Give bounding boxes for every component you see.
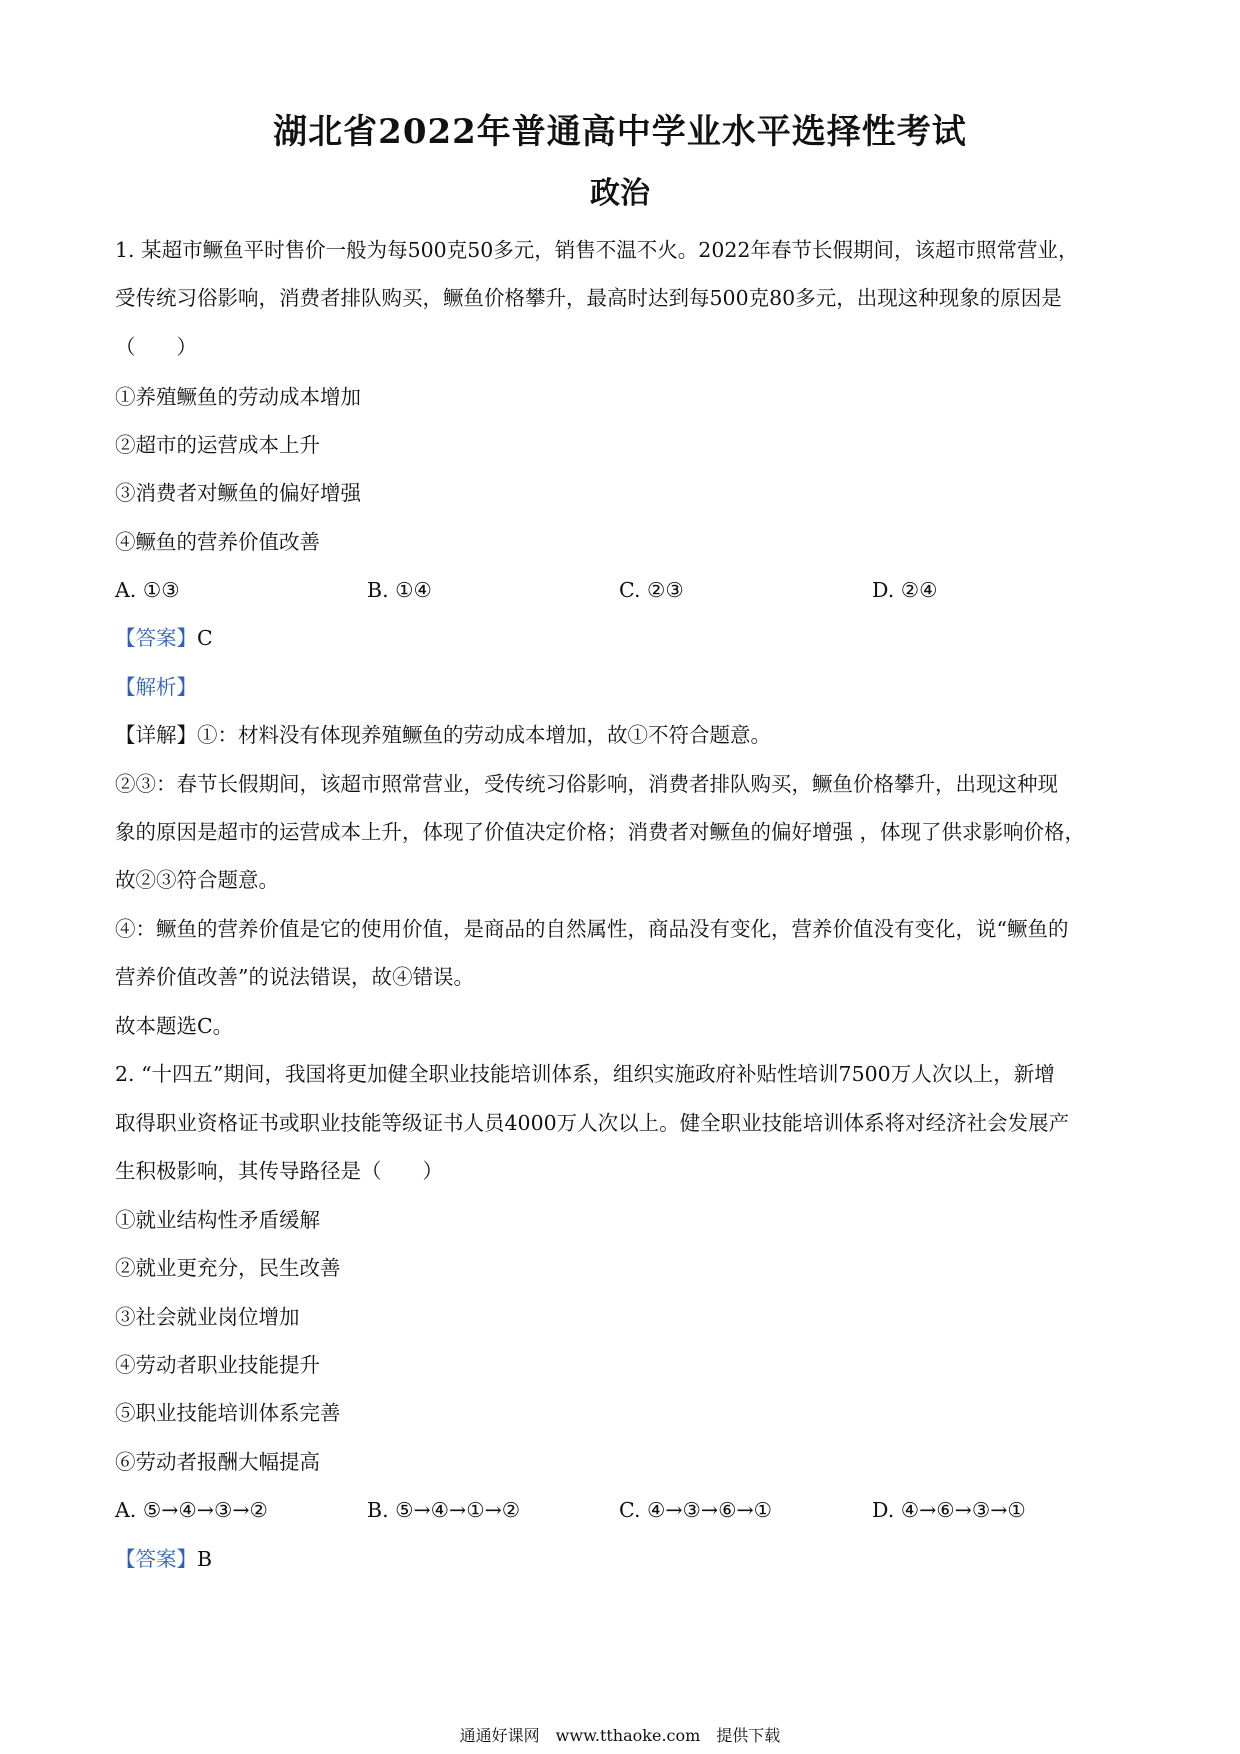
q2-option-d: D. ④→⑥→③→①	[872, 1498, 1026, 1522]
q1-answer-line	[115, 624, 213, 652]
q1-detail-line-3: 象的原因是超市的运营成本上升，体现了价值决定价格；消费者对鳜鱼的偏好增强 ，体现了供求影响价格，	[115, 820, 1086, 844]
q1-detail-line-1: 【详解】①：材料没有体现养殖鳜鱼的劳动成本增加，故①不符合题意。	[115, 723, 771, 747]
q1-detail-line-5: ④：鳜鱼的营养价值是它的使用价值，是商品的自然属性，商品没有变化，营养价值没有变化，说“鳜鱼的	[115, 917, 1069, 941]
q1-stem-line-2: 受传统习俗影响，消费者排队购买，鳜鱼价格攀升，最高时达到每500克80多元，出现这种现象的原因是	[115, 286, 1062, 310]
q2-item-3: ③社会就业岗位增加	[115, 1305, 300, 1329]
q1-item-3: ③消费者对鳜鱼的偏好增强	[115, 481, 361, 505]
q2-stem-line-2: 取得职业资格证书或职业技能等级证书人员4000万人次以上。健全职业技能培训体系将对经济社会发展产	[115, 1111, 1070, 1135]
q1-option-c: C. ②③	[619, 578, 684, 602]
q1-item-4: ④鳜鱼的营养价值改善	[115, 530, 320, 554]
q1-detail-line-4: 故②③符合题意。	[115, 868, 279, 892]
q1-option-b: B. ①④	[367, 578, 432, 602]
q2-item-1: ①就业结构性矛盾缓解	[115, 1208, 320, 1232]
q1-answer-tag: 【答案】	[115, 626, 197, 650]
q2-item-4: ④劳动者职业技能提升	[115, 1353, 320, 1377]
q2-option-b: B. ⑤→④→①→②	[367, 1498, 521, 1522]
q1-option-a: A. ①③	[115, 578, 180, 602]
q2-item-6: ⑥劳动者报酬大幅提高	[115, 1450, 320, 1474]
q1-answer-value: C	[197, 626, 213, 650]
exam-title: 湖北省2022年普通高中学业水平选择性考试	[273, 112, 967, 152]
q1-detail-line-7: 故本题选C。	[115, 1014, 234, 1038]
q2-answer-value: B	[197, 1547, 213, 1571]
q2-item-5: ⑤职业技能培训体系完善	[115, 1401, 341, 1425]
q2-stem-line-1: 2. “十四五”期间，我国将更加健全职业技能培训体系，组织实施政府补贴性培训7500万人次以上，新增	[115, 1062, 1055, 1086]
q2-item-2: ②就业更充分，民生改善	[115, 1256, 341, 1280]
q1-detail-line-2: ②③：春节长假期间，该超市照常营业，受传统习俗影响，消费者排队购买，鳜鱼价格攀升，出现这种现	[115, 772, 1058, 796]
q2-option-c: C. ④→③→⑥→①	[619, 1498, 773, 1522]
q1-item-2: ②超市的运营成本上升	[115, 433, 320, 457]
subject-title: 政治	[590, 176, 650, 211]
q2-answer-line	[115, 1545, 212, 1573]
q2-stem-line-3: 生积极影响，其传导路径是（ ）	[115, 1159, 443, 1183]
q1-analysis-tag: 【解析】	[115, 675, 197, 699]
q2-option-a: A. ⑤→④→③→②	[115, 1498, 268, 1522]
page-footer: 通通好课网 www.tthaoke.com 提供下载	[459, 1726, 781, 1745]
q1-stem-line-1: 1. 某超市鳜鱼平时售价一般为每500克50多元，销售不温不火。2022年春节长假期间，该超市照常营业，	[115, 238, 1079, 262]
q2-answer-tag: 【答案】	[115, 1547, 197, 1571]
q1-item-1: ①养殖鳜鱼的劳动成本增加	[115, 385, 361, 409]
q1-option-d: D. ②④	[872, 578, 938, 602]
q1-detail-line-6: 营养价值改善”的说法错误，故④错误。	[115, 965, 474, 989]
q1-stem-line-3: （ ）	[115, 335, 197, 359]
